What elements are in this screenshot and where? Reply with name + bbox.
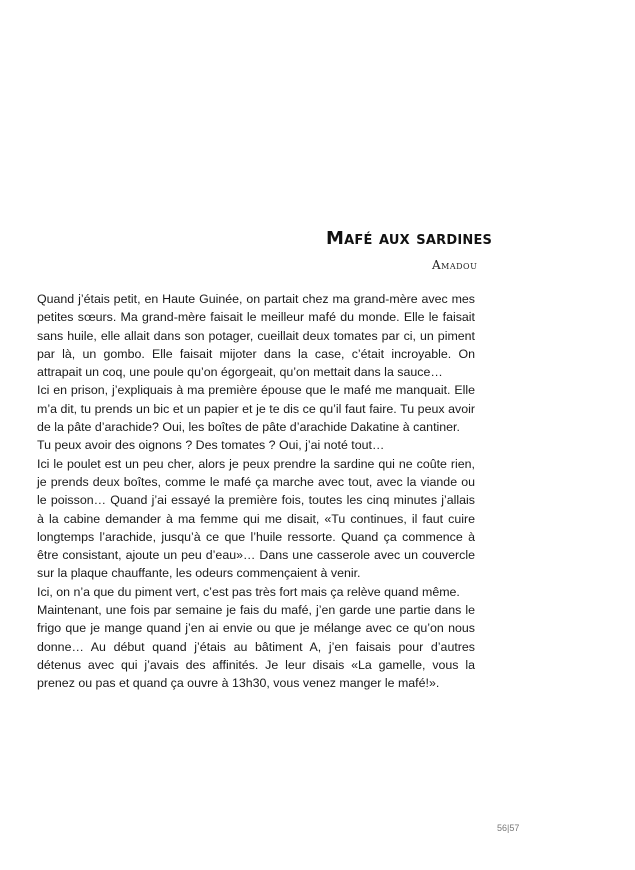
paragraph: Tu peux avoir des oignons ? Des tomates ? Oui, j’ai noté tout… [37, 438, 385, 453]
paragraph: Ici en prison, j’expliquais à ma première épouse que le mafé me manquait. Elle m’a dit, tu prends un bic et un papier et je te dis ce qu’il faut faire. Tu peux avoir de la pâte d’arachide? Oui, les boîtes de pâte d’arachide Dakatine à cantiner. [37, 383, 475, 435]
paragraph: Maintenant, une fois par semaine je fais du mafé, j’en garde une partie dans le frigo que je mange quand j’en ai envie ou que je mélange avec ce qu’on nous donne… Au début quand j’étais au bâtiment A, j’en faisais pour d’autres détenus avec qui j’avais des affinités. Je leur disais «La gamelle, vous la prenez ou pas et quand ça ouvre à 13h30, vous venez manger le mafé!». [37, 603, 475, 691]
author-name: Amadou [432, 258, 478, 272]
paragraph: Ici le poulet est un peu cher, alors je peux prendre la sardine qui ne coûte rien, je prends deux boîtes, comme le mafé ça marche avec tout, avec la viande ou le poisson… Quand j’ai essayé la première fois, toutes les cinq minutes j’allais à la cabine demander à ma femme qui me disait, «Tu continues, il faut cuire longtemps l’arachide, jusqu’à ce que l’huile ressorte. Quand ça commence à être consistant, ajoute un peu d’eau»… Dans une casserole avec un couvercle sur la plaque chauffante, les odeurs commençaient à venir. [37, 456, 475, 581]
paragraph: Ici, on n’a que du piment vert, c’est pas très fort mais ça relève quand même. [37, 584, 460, 599]
body-text [37, 290, 475, 693]
page-number: 56|57 [497, 823, 520, 833]
paragraph: Quand j’étais petit, en Haute Guinée, on partait chez ma grand-mère avec mes petites sœurs. Ma grand-mère faisait le meilleur mafé du monde. Elle le faisait sans huile, elle allait dans son potager, cueillait deux tomates par ci, un piment par là, un gombo. Elle faisait mijoter dans la case, c’était incroyable. On attrapait un coq, une poule qu’on égorgeait, qu’on mettait dans la sauce… [37, 292, 475, 380]
recipe-title: Mafé aux sardines [326, 228, 493, 249]
